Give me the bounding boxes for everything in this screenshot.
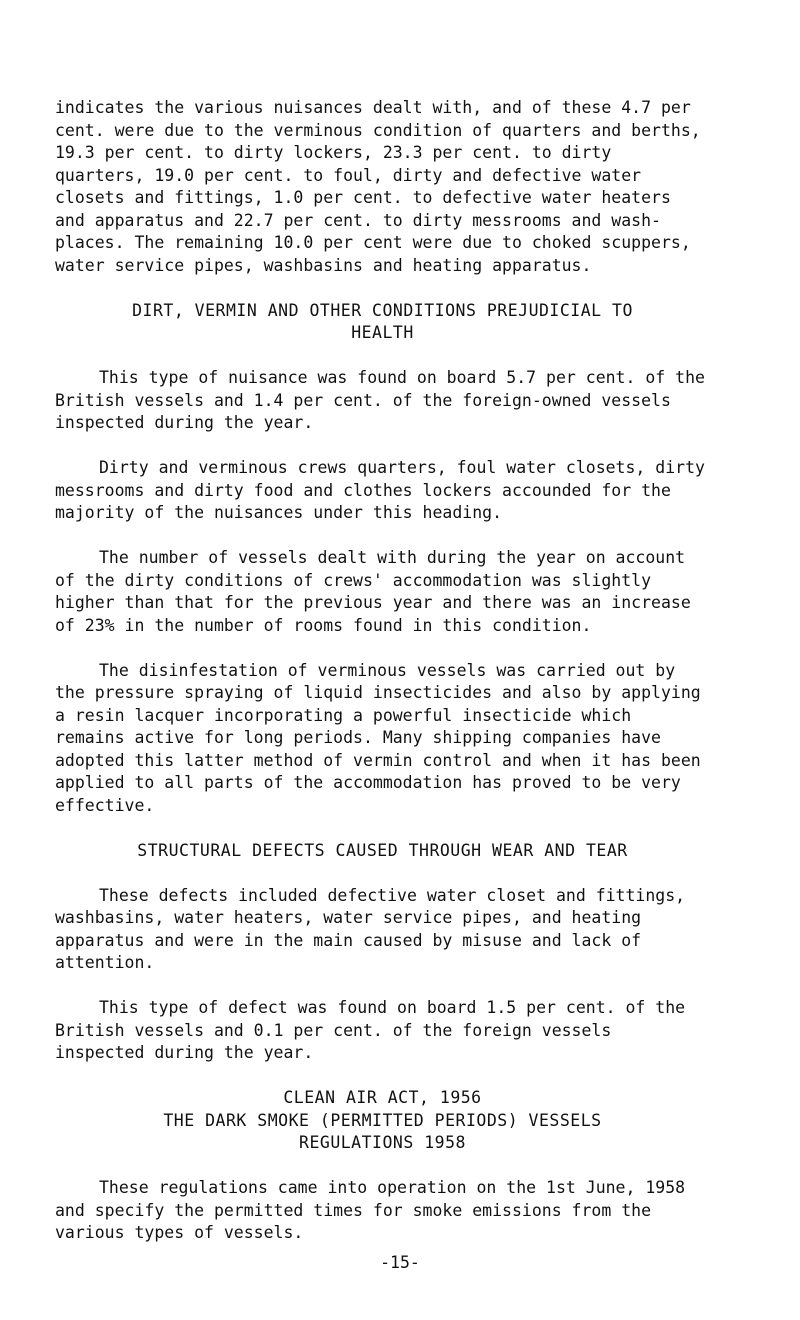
paragraph-regulations: These regulations came into operation on the 1st June, 1958 and specify the permitted times for smoke emissions from the various types of vessels. [55, 1178, 686, 1242]
paragraph-majority-nuisances: Dirty and verminous crews quarters, foul water closets, dirty messrooms and dirty food and clothes lockers accounded for the majority of the nuisances under this heading. [55, 458, 705, 522]
paragraph-defects-included: These defects included defective water closet and fittings, washbasins, water heaters, water service pipes, and heating apparatus and were in the main caused by misuse and lack of attention. [55, 885, 686, 972]
section-heading-dirt-vermin [55, 300, 710, 345]
paragraph-nuisances-breakdown: indicates the various nuisances dealt with, and of these 4.7 per cent. were due to the verminous condition of quarters and berths, 19.3 per cent. to dirty lockers, 23.3 per cent. to dirty quarters, 19.0 per cent. to foul, dirty and defective water closets and fittings, 1.0 per cent. to defective water heaters and apparatus and 22.7 per cent. to dirty messrooms and wash-places. The remaining 10.0 per cent were due to choked scuppers, water service pipes, washbasins and heating apparatus. [55, 98, 701, 275]
heading-line: THE DARK SMOKE (PERMITTED PERIODS) VESSELS [163, 1110, 602, 1130]
heading-line: CLEAN AIR ACT, 1956 [283, 1088, 482, 1107]
section-heading-clean-air-act [55, 1087, 710, 1155]
heading-line: REGULATIONS 1958 [299, 1133, 466, 1152]
paragraph-vessels-dealt-with: The number of vessels dealt with during the year on account of the dirty conditions of crews' accommodation was slightly higher than that for the previous year and there was an increase of 23% in the number of rooms found in this condition. [55, 548, 691, 635]
paragraph-disinfestation: The disinfestation of verminous vessels was carried out by the pressure spraying of liquid insecticides and also by applying a resin lacquer incorporating a powerful insecticide which remains active for long periods. Many shipping companies have adopted this latter method of vermin control and when it has been applied to all parts of the accommodation has proved to be very effective. [55, 660, 701, 815]
section-heading-structural-defects [55, 840, 710, 863]
heading-line: STRUCTURAL DEFECTS CAUSED THROUGH WEAR AND TEAR [137, 840, 628, 860]
heading-line: HEALTH [351, 323, 414, 342]
paragraph-defect-rate: This type of defect was found on board 1.5 per cent. of the British vessels and 0.1 per cent. of the foreign vessels inspected during the year. [55, 998, 686, 1062]
heading-line: DIRT, VERMIN AND OTHER CONDITIONS PREJUDICIAL TO [132, 300, 633, 320]
page-number: -15- [380, 1253, 420, 1272]
paragraph-nuisance-rate: This type of nuisance was found on board 5.7 per cent. of the British vessels and 1.4 per cent. of the foreign-owned vessels inspected during the year. [55, 368, 705, 432]
